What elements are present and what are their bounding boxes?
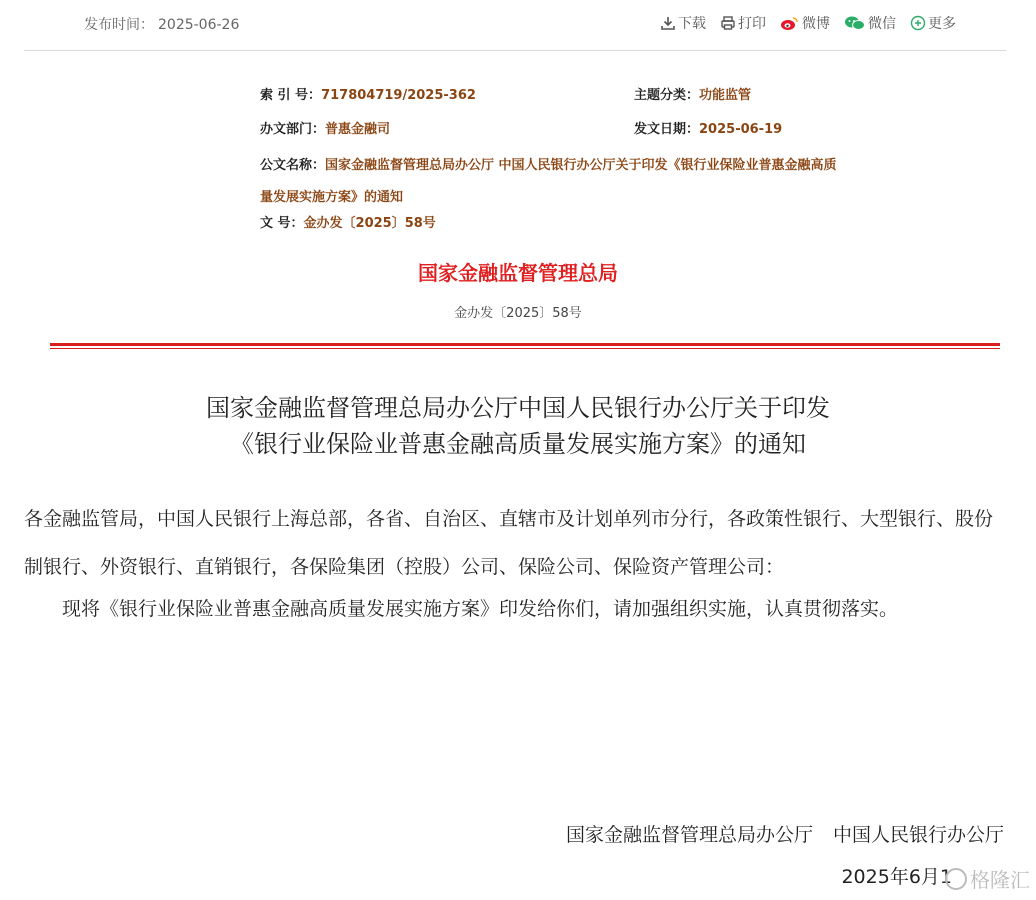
meta-date-key: 发文日期： <box>634 122 700 137</box>
title-line-2: 《银行业保险业普惠金融高质量发展实施方案》的通知 <box>230 430 806 458</box>
document-number: 金办发〔2025〕58号 <box>454 306 582 321</box>
printer-icon <box>720 15 736 31</box>
weibo-label: 微博 <box>802 16 830 32</box>
meta-dept-key: 办文部门： <box>260 122 326 137</box>
publish-value: 2025-06-26 <box>158 17 240 33</box>
top-bar <box>24 0 1006 51</box>
meta-topic-key: 主题分类： <box>634 88 700 103</box>
download-label: 下载 <box>678 16 706 32</box>
print-button[interactable] <box>720 13 766 33</box>
meta-index <box>260 84 476 103</box>
title-line-1: 国家金融监督管理总局办公厅中国人民银行办公厅关于印发 <box>206 394 830 422</box>
watermark <box>945 864 1030 893</box>
meta-date <box>634 118 782 137</box>
meta-dept <box>260 118 390 137</box>
watermark-logo-icon <box>945 868 967 890</box>
meta-docno-value: 金办发〔2025〕58号 <box>303 216 436 231</box>
signature-org-1: 国家金融监督管理总局办公厅 <box>565 824 813 846</box>
red-divider <box>50 343 1000 346</box>
meta-docno-key: 文 号： <box>260 216 304 231</box>
wechat-button[interactable] <box>844 13 896 33</box>
signature <box>566 820 1004 847</box>
signature-date: 2025年6月1 <box>841 866 952 888</box>
weibo-button[interactable] <box>780 13 830 33</box>
meta-index-key: 索 引 号： <box>260 88 322 103</box>
share-actions <box>646 13 956 33</box>
publish-date <box>84 14 243 34</box>
meta-name <box>260 150 840 214</box>
publish-label: 发布时间： <box>84 17 154 33</box>
wechat-icon <box>844 15 866 31</box>
meta-topic <box>634 84 751 103</box>
meta-docno <box>260 212 436 231</box>
meta-topic-value: 功能监管 <box>699 88 752 103</box>
recipients-paragraph: 各金融监管局，中国人民银行上海总部，各省、自治区、直辖市及计划单列市分行，各政策性银行、大型银行、股份制银行、外资银行、直销银行，各保险集团（控股）公司、保险公司、保险资产管理公司： <box>24 508 994 578</box>
meta-name-key: 公文名称： <box>260 158 326 173</box>
download-button[interactable] <box>660 13 706 33</box>
issuer-heading: 国家金融监督管理总局 <box>418 261 618 285</box>
watermark-text: 格隆汇 <box>970 868 1030 892</box>
download-icon <box>660 15 676 31</box>
more-button[interactable] <box>910 13 956 33</box>
weibo-icon <box>780 15 800 31</box>
body-paragraph: 现将《银行业保险业普惠金融高质量发展实施方案》印发给你们，请加强组织实施，认真贯彻落实。 <box>62 598 899 620</box>
plus-circle-icon <box>910 15 926 31</box>
red-divider-thin <box>50 348 1000 349</box>
meta-date-value: 2025-06-19 <box>699 122 783 137</box>
meta-name-value: 国家金融监督管理总局办公厅 中国人民银行办公厅关于印发《银行业保险业普惠金融高质量发展实施方案》的通知 <box>260 158 837 205</box>
meta-index-value: 717804719/2025-362 <box>321 88 476 103</box>
print-label: 打印 <box>738 16 766 32</box>
wechat-label: 微信 <box>868 16 896 32</box>
signature-org-2: 中国人民银行办公厅 <box>832 824 1004 846</box>
meta-dept-value: 普惠金融司 <box>325 122 391 137</box>
more-label: 更多 <box>928 16 956 32</box>
document-title <box>0 390 1036 462</box>
